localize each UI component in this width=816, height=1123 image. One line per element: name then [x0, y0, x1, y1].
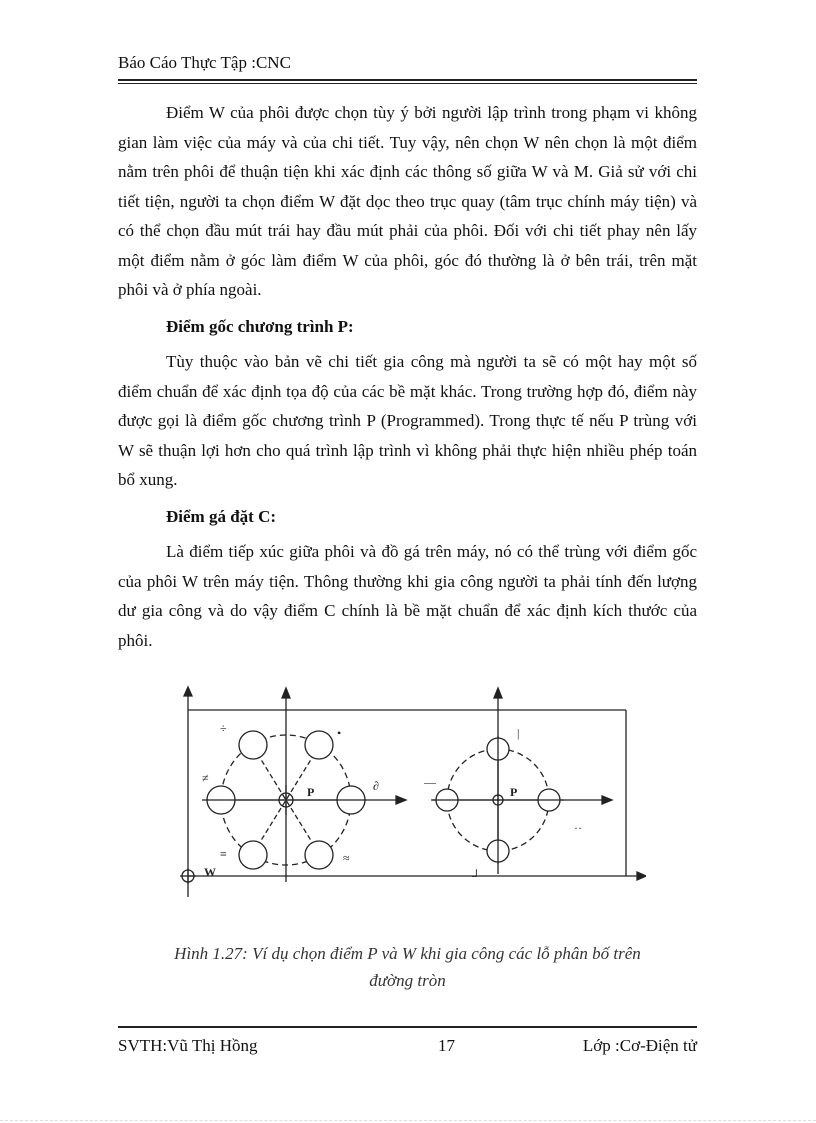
header-rule-thin — [118, 83, 697, 84]
mark-left-1: ÷ — [220, 721, 227, 735]
page-footer — [118, 1036, 697, 1060]
label-w: W — [204, 865, 216, 879]
footer-author: SVTH:Vũ Thị Hồng — [118, 1036, 258, 1055]
footer-class: Lớp :Cơ-Điện tử — [582, 1036, 697, 1055]
page-header-title: Báo Cáo Thực Tập :CNC — [118, 53, 291, 72]
footer-rule — [118, 1026, 697, 1028]
caption-line-1: Hình 1.27: Ví dụ chọn điểm P và W khi gia công các lỗ phân bố trên — [174, 944, 641, 963]
label-p-right: P — [510, 785, 518, 799]
x-axis-arrowhead — [637, 872, 646, 880]
mark-left-6: ≈ — [343, 851, 350, 865]
mark-right-1: | — [517, 726, 520, 740]
mark-left-4: ∂ — [373, 779, 379, 793]
figure-caption — [118, 940, 697, 994]
mark-right-2: — — [424, 775, 436, 789]
left-hole-3 — [239, 731, 267, 759]
mark-left-5: ≡ — [220, 847, 227, 861]
mark-left-3: ≠ — [202, 771, 209, 785]
heading-point-c: Điểm gá đặt C: — [166, 506, 277, 526]
mark-right-3: ·· — [574, 821, 582, 835]
paragraph-point-p: Tùy thuộc vào bản vẽ chi tiết gia công mà người ta sẽ có một hay một số điểm chuẩn để xác định tọa độ của các bề mặt khác. Trong trường hợp đó, điểm này được gọi là điểm gốc chương trình P (Programmed). Trong thực tế nếu P trùng với W sẽ thuận lợi hơn cho quá trình lập trình vì không phải thực hiện nhiều phép toán bổ xung. — [118, 352, 697, 489]
figure-hole-pattern — [176, 682, 646, 897]
mark-right-4: ┘ — [472, 869, 481, 883]
body-text — [118, 98, 697, 655]
paragraph-point-w: Điểm W của phôi được chọn tùy ý bởi người lập trình trong phạm vi không gian làm việc của máy và của chi tiết. Tuy vậy, nên chọn W nên chọn là một điểm nằm trên phôi để thuận tiện khi xác định các thông số giữa W và M. Giả sử với chi tiết tiện, người ta chọn điểm W đặt dọc theo trục quay (tâm trục chính máy tiện) và có thể chọn đầu mút trái hay đầu mút phải của phôi. Đối với chi tiết phay nên lấy một điểm nằm ở góc làm điểm W của phôi, góc đó thường là ở bên trái, trên mặt phôi và ở phía ngoài. — [118, 103, 697, 299]
page-edge — [0, 1120, 816, 1121]
caption-line-2: đường tròn — [369, 971, 446, 990]
label-p-left: P — [307, 785, 315, 799]
footer-page-number: 17 — [438, 1036, 455, 1055]
left-hole-5 — [239, 841, 267, 869]
paragraph-point-c: Là điểm tiếp xúc giữa phôi và đồ gá trên máy, nó có thể trùng với điểm gốc của phôi W trên máy tiện. Thông thường khi gia công người ta phải tính đến lượng dư gia công và do vậy điểm C chính là bề mặt chuẩn để xác định kích thước của phôi. — [118, 542, 697, 650]
left-hole-2 — [305, 731, 333, 759]
right-hole-pattern — [431, 688, 612, 874]
header-rule — [118, 79, 697, 81]
heading-point-p: Điểm gốc chương trình P: — [166, 316, 354, 336]
y-axis-arrowhead — [184, 687, 192, 696]
mark-left-2: • — [337, 726, 342, 740]
left-hole-6 — [305, 841, 333, 869]
